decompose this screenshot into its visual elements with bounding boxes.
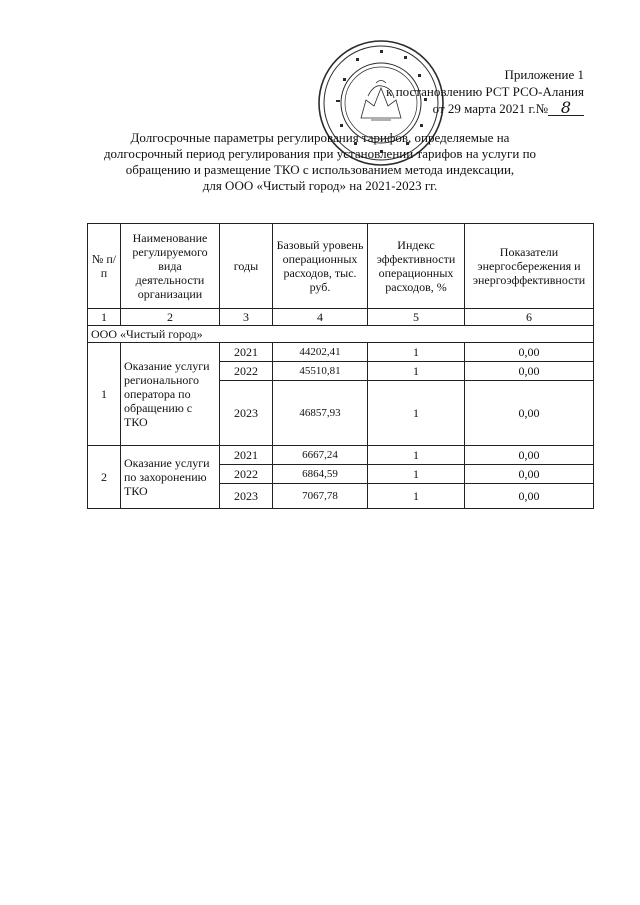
title-line-1: Долгосрочные параметры регулирования тарифов, определяемые на	[130, 130, 510, 145]
column-number: 4	[273, 309, 368, 326]
year-cell: 2022	[220, 362, 273, 381]
title-line-4: для ООО «Чистый город» на 2021-2023 гг.	[202, 178, 438, 193]
service-name: Оказание услуги по захоронению ТКО	[121, 446, 220, 509]
organization-row	[88, 326, 594, 343]
index-cell: 1	[368, 484, 465, 509]
header-date-prefix: от 29 марта 2021 г.№	[432, 101, 548, 116]
table-row	[88, 343, 594, 362]
header-no: № п/п	[88, 224, 121, 309]
energy-cell: 0,00	[465, 465, 594, 484]
base-level-cell: 46857,93	[273, 381, 368, 446]
header-energy-indicators: Показатели энергосбережения и энергоэффективности	[465, 224, 594, 309]
base-level-cell: 6864,59	[273, 465, 368, 484]
year-cell: 2021	[220, 343, 273, 362]
base-level-cell: 44202,41	[273, 343, 368, 362]
organization-name: ООО «Чистый город»	[88, 326, 594, 343]
header-base-level: Базовый уровень операционных расходов, тыс. руб.	[273, 224, 368, 309]
parameters-table	[87, 223, 594, 509]
year-cell: 2022	[220, 465, 273, 484]
table-row	[88, 446, 594, 465]
base-level-cell: 6667,24	[273, 446, 368, 465]
title-line-3: обращению и размещение ТКО с использованием метода индексации,	[125, 162, 515, 177]
header-efficiency-index: Индекс эффективности операционных расходов, %	[368, 224, 465, 309]
energy-cell: 0,00	[465, 343, 594, 362]
document-header	[386, 66, 584, 117]
energy-cell: 0,00	[465, 381, 594, 446]
header-line-appendix: Приложение 1	[504, 67, 584, 82]
index-cell: 1	[368, 362, 465, 381]
energy-cell: 0,00	[465, 446, 594, 465]
energy-cell: 0,00	[465, 362, 594, 381]
base-level-cell: 7067,78	[273, 484, 368, 509]
index-cell: 1	[368, 381, 465, 446]
table-header-row	[88, 224, 594, 309]
index-cell: 1	[368, 343, 465, 362]
service-name: Оказание услуги регионального оператора по обращению с ТКО	[121, 343, 220, 446]
row-number: 2	[88, 446, 121, 509]
year-cell: 2021	[220, 446, 273, 465]
column-number: 6	[465, 309, 594, 326]
base-level-cell: 45510,81	[273, 362, 368, 381]
handwritten-number: 8	[548, 101, 584, 116]
energy-cell: 0,00	[465, 484, 594, 509]
index-cell: 1	[368, 446, 465, 465]
header-line-resolution: к постановлению РСТ РСО-Алания	[386, 84, 584, 99]
header-years: годы	[220, 224, 273, 309]
row-number: 1	[88, 343, 121, 446]
column-number: 3	[220, 309, 273, 326]
column-number-row	[88, 309, 594, 326]
column-number: 2	[121, 309, 220, 326]
index-cell: 1	[368, 465, 465, 484]
year-cell: 2023	[220, 484, 273, 509]
column-number: 1	[88, 309, 121, 326]
header-activity: Наименование регулируемого вида деятельности организации	[121, 224, 220, 309]
title-line-2: долгосрочный период регулирования при установлении тарифов на услуги по	[103, 146, 537, 161]
document-title	[80, 130, 560, 194]
header-line-date	[386, 100, 584, 117]
column-number: 5	[368, 309, 465, 326]
year-cell: 2023	[220, 381, 273, 446]
